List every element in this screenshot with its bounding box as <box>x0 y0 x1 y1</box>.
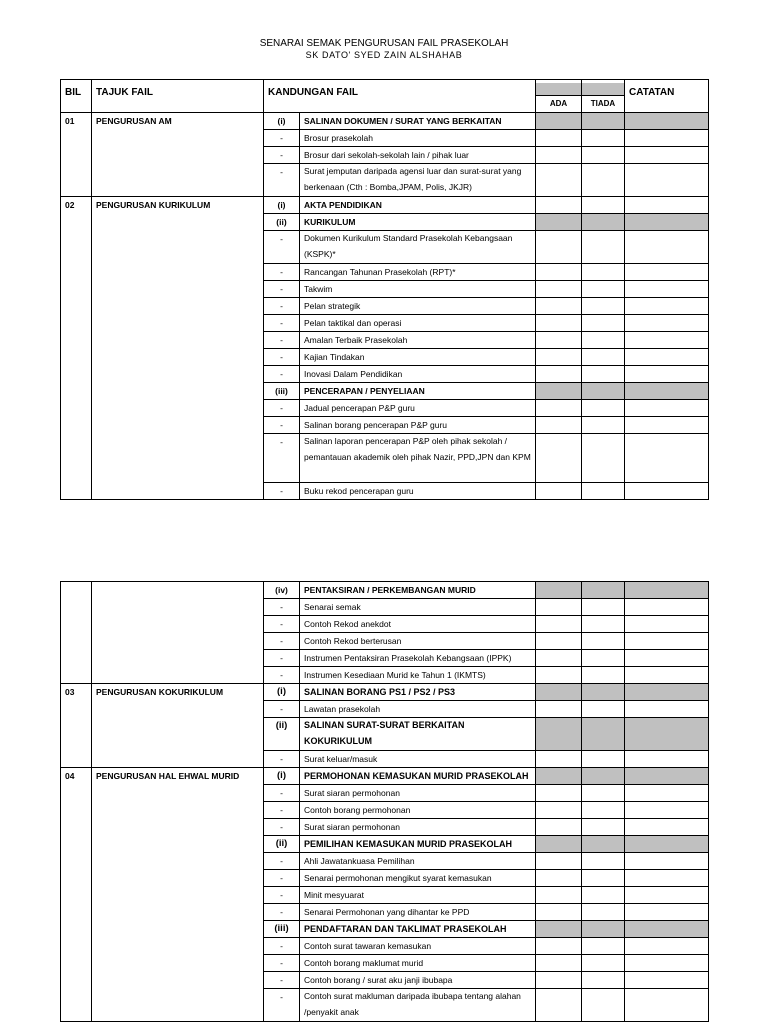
catatan-cell[interactable] <box>625 701 709 718</box>
catatan-cell[interactable] <box>625 785 709 802</box>
catatan-cell[interactable] <box>625 633 709 650</box>
item-bullet: - <box>264 147 300 164</box>
catatan-cell[interactable] <box>625 130 709 147</box>
section-number: (ii) <box>264 214 300 231</box>
ada-checkbox-cell[interactable] <box>536 599 582 616</box>
ada-checkbox-cell[interactable] <box>536 483 582 500</box>
section-number: (iii) <box>264 383 300 400</box>
section-heading: SALINAN SURAT-SURAT BERKAITAN KOKURIKULUM <box>300 718 536 751</box>
item-text: Senarai Permohonan yang dihantar ke PPD <box>300 904 536 921</box>
item-bullet: - <box>264 938 300 955</box>
header-kandungan-fail: KANDUNGAN FAIL <box>264 80 536 113</box>
section-number: (i) <box>264 113 300 130</box>
ada-checkbox-cell[interactable] <box>536 938 582 955</box>
ada-checkbox-cell[interactable] <box>536 197 582 214</box>
item-bullet: - <box>264 667 300 684</box>
item-text: Instrumen Kesediaan Murid ke Tahun 1 (IKMTS) <box>300 667 536 684</box>
ada-checkbox-cell[interactable] <box>536 400 582 417</box>
catatan-cell[interactable] <box>625 264 709 281</box>
item-text: Pelan strategik <box>300 298 536 315</box>
tiada-checkbox-cell[interactable] <box>582 434 625 483</box>
item-text: Kajian Tindakan <box>300 349 536 366</box>
catatan-cell[interactable] <box>625 231 709 264</box>
catatan-cell[interactable] <box>625 751 709 768</box>
catatan-cell[interactable] <box>625 972 709 989</box>
ada-checkbox-cell[interactable] <box>536 113 582 130</box>
item-text: Surat siaran permohonan <box>300 785 536 802</box>
catatan-cell[interactable] <box>625 650 709 667</box>
item-text: Ahli Jawatankuasa Pemilihan <box>300 853 536 870</box>
bil-cell: 04 <box>61 768 92 1022</box>
item-bullet: - <box>264 633 300 650</box>
ada-checkbox-cell[interactable] <box>536 819 582 836</box>
item-text: Brosur dari sekolah-sekolah lain / pihak luar <box>300 147 536 164</box>
tiada-checkbox-cell[interactable] <box>582 582 625 599</box>
catatan-cell[interactable] <box>625 315 709 332</box>
section-number: (i) <box>264 684 300 701</box>
catatan-cell[interactable] <box>625 147 709 164</box>
checklist-row <box>61 768 709 785</box>
catatan-cell[interactable] <box>625 616 709 633</box>
header-ada: ADA <box>536 80 582 113</box>
section-heading: PEMILIHAN KEMASUKAN MURID PRASEKOLAH <box>300 836 536 853</box>
item-text: Contoh borang permohonan <box>300 802 536 819</box>
ada-checkbox-cell[interactable] <box>536 887 582 904</box>
ada-checkbox-cell[interactable] <box>536 264 582 281</box>
tiada-checkbox-cell[interactable] <box>582 616 625 633</box>
tiada-checkbox-cell[interactable] <box>582 887 625 904</box>
tiada-checkbox-cell[interactable] <box>582 383 625 400</box>
item-bullet: - <box>264 315 300 332</box>
tiada-checkbox-cell[interactable] <box>582 972 625 989</box>
section-heading: PENTAKSIRAN / PERKEMBANGAN MURID <box>300 582 536 599</box>
tiada-checkbox-cell[interactable] <box>582 298 625 315</box>
item-bullet: - <box>264 332 300 349</box>
section-heading: PENDAFTARAN DAN TAKLIMAT PRASEKOLAH <box>300 921 536 938</box>
ada-checkbox-cell[interactable] <box>536 315 582 332</box>
item-text: Contoh Rekod berterusan <box>300 633 536 650</box>
ada-checkbox-cell[interactable] <box>536 349 582 366</box>
tiada-checkbox-cell[interactable] <box>582 130 625 147</box>
ada-checkbox-cell[interactable] <box>536 853 582 870</box>
catatan-cell[interactable] <box>625 349 709 366</box>
tiada-checkbox-cell[interactable] <box>582 231 625 264</box>
catatan-cell[interactable] <box>625 887 709 904</box>
ada-checkbox-cell[interactable] <box>536 434 582 483</box>
item-text: Contoh surat makluman daripada ibubapa tentang alahan /penyakit anak <box>300 989 536 1022</box>
catatan-cell[interactable] <box>625 281 709 298</box>
ada-checkbox-cell[interactable] <box>536 955 582 972</box>
item-text: Amalan Terbaik Prasekolah <box>300 332 536 349</box>
item-text: Rancangan Tahunan Prasekolah (RPT)* <box>300 264 536 281</box>
table-header-row <box>61 80 709 113</box>
tiada-checkbox-cell[interactable] <box>582 768 625 785</box>
item-text: Buku rekod pencerapan guru <box>300 483 536 500</box>
ada-checkbox-cell[interactable] <box>536 164 582 197</box>
item-text: Brosur prasekolah <box>300 130 536 147</box>
item-bullet: - <box>264 701 300 718</box>
tiada-checkbox-cell[interactable] <box>582 701 625 718</box>
item-text: Senarai permohonan mengikut syarat kemasukan <box>300 870 536 887</box>
item-text: Salinan laporan pencerapan P&P oleh pihak sekolah / pemantauan akademik oleh pihak Nazir, PPD,JPN dan KPM <box>300 434 536 483</box>
ada-checkbox-cell[interactable] <box>536 921 582 938</box>
item-bullet: - <box>264 434 300 483</box>
catatan-cell[interactable] <box>625 332 709 349</box>
ada-checkbox-cell[interactable] <box>536 366 582 383</box>
item-bullet: - <box>264 231 300 264</box>
item-text: Salinan borang pencerapan P&P guru <box>300 417 536 434</box>
section-heading: SALINAN DOKUMEN / SURAT YANG BERKAITAN <box>300 113 536 130</box>
ada-checkbox-cell[interactable] <box>536 130 582 147</box>
item-bullet: - <box>264 989 300 1022</box>
item-text: Pelan taktikal dan operasi <box>300 315 536 332</box>
item-bullet: - <box>264 904 300 921</box>
item-text: Lawatan prasekolah <box>300 701 536 718</box>
ada-checkbox-cell[interactable] <box>536 972 582 989</box>
checklist-table-page-2 <box>60 581 709 1022</box>
item-text: Contoh surat tawaran kemasukan <box>300 938 536 955</box>
ada-checkbox-cell[interactable] <box>536 582 582 599</box>
tiada-checkbox-cell[interactable] <box>582 650 625 667</box>
tiada-checkbox-cell[interactable] <box>582 684 625 701</box>
item-bullet: - <box>264 366 300 383</box>
tiada-checkbox-cell[interactable] <box>582 819 625 836</box>
tiada-checkbox-cell[interactable] <box>582 836 625 853</box>
tajuk-fail-cell: PENGURUSAN AM <box>92 113 264 197</box>
ada-checkbox-cell[interactable] <box>536 701 582 718</box>
item-bullet: - <box>264 887 300 904</box>
ada-checkbox-cell[interactable] <box>536 231 582 264</box>
tiada-checkbox-cell[interactable] <box>582 400 625 417</box>
tiada-checkbox-cell[interactable] <box>582 989 625 1022</box>
tiada-checkbox-cell[interactable] <box>582 164 625 197</box>
ada-checkbox-cell[interactable] <box>536 298 582 315</box>
catatan-cell[interactable] <box>625 366 709 383</box>
ada-checkbox-cell[interactable] <box>536 836 582 853</box>
tiada-checkbox-cell[interactable] <box>582 853 625 870</box>
tiada-checkbox-cell[interactable] <box>582 870 625 887</box>
item-text: Contoh Rekod anekdot <box>300 616 536 633</box>
section-number: (ii) <box>264 836 300 853</box>
tiada-checkbox-cell[interactable] <box>582 366 625 383</box>
item-bullet: - <box>264 400 300 417</box>
tiada-checkbox-cell[interactable] <box>582 332 625 349</box>
section-heading: PENCERAPAN / PENYELIAAN <box>300 383 536 400</box>
ada-checkbox-cell[interactable] <box>536 751 582 768</box>
tiada-checkbox-cell[interactable] <box>582 802 625 819</box>
catatan-cell[interactable] <box>625 400 709 417</box>
header-tiada: TIADA <box>582 80 625 113</box>
item-bullet: - <box>264 972 300 989</box>
ada-checkbox-cell[interactable] <box>536 281 582 298</box>
item-bullet: - <box>264 164 300 197</box>
item-bullet: - <box>264 349 300 366</box>
item-bullet: - <box>264 870 300 887</box>
section-heading: PERMOHONAN KEMASUKAN MURID PRASEKOLAH <box>300 768 536 785</box>
item-text: Takwim <box>300 281 536 298</box>
catatan-cell[interactable] <box>625 599 709 616</box>
header-catatan: CATATAN <box>625 80 709 113</box>
section-number: (i) <box>264 768 300 785</box>
ada-checkbox-cell[interactable] <box>536 684 582 701</box>
catatan-cell[interactable] <box>625 836 709 853</box>
item-bullet: - <box>264 130 300 147</box>
item-text: Contoh borang / surat aku janji ibubapa <box>300 972 536 989</box>
bil-cell: 03 <box>61 684 92 768</box>
catatan-cell[interactable] <box>625 853 709 870</box>
tajuk-fail-cell: PENGURUSAN KOKURIKULUM <box>92 684 264 768</box>
tiada-checkbox-cell[interactable] <box>582 904 625 921</box>
tiada-checkbox-cell[interactable] <box>582 315 625 332</box>
section-heading: AKTA PENDIDIKAN <box>300 197 536 214</box>
item-text: Instrumen Pentaksiran Prasekolah Kebangsaan (IPPK) <box>300 650 536 667</box>
tiada-checkbox-cell[interactable] <box>582 197 625 214</box>
catatan-cell[interactable] <box>625 582 709 599</box>
tiada-checkbox-cell[interactable] <box>582 264 625 281</box>
ada-checkbox-cell[interactable] <box>536 989 582 1022</box>
bil-cell: 01 <box>61 113 92 197</box>
item-bullet: - <box>264 483 300 500</box>
item-bullet: - <box>264 802 300 819</box>
catatan-cell[interactable] <box>625 434 709 483</box>
ada-checkbox-cell[interactable] <box>536 616 582 633</box>
bil-cell: 02 <box>61 197 92 500</box>
section-heading: SALINAN BORANG PS1 / PS2 / PS3 <box>300 684 536 701</box>
catatan-cell[interactable] <box>625 921 709 938</box>
tiada-checkbox-cell[interactable] <box>582 349 625 366</box>
tiada-checkbox-cell[interactable] <box>582 113 625 130</box>
item-text: Minit mesyuarat <box>300 887 536 904</box>
tiada-checkbox-cell[interactable] <box>582 599 625 616</box>
item-bullet: - <box>264 264 300 281</box>
ada-checkbox-cell[interactable] <box>536 650 582 667</box>
item-bullet: - <box>264 955 300 972</box>
tajuk-fail-cell <box>92 582 264 684</box>
tajuk-fail-cell: PENGURUSAN HAL EHWAL MURID <box>92 768 264 1022</box>
item-text: Inovasi Dalam Pendidikan <box>300 366 536 383</box>
tiada-checkbox-cell[interactable] <box>582 214 625 231</box>
tiada-checkbox-cell[interactable] <box>582 633 625 650</box>
tiada-checkbox-cell[interactable] <box>582 281 625 298</box>
tiada-checkbox-cell[interactable] <box>582 751 625 768</box>
bil-cell <box>61 582 92 684</box>
item-bullet: - <box>264 819 300 836</box>
tiada-checkbox-cell[interactable] <box>582 483 625 500</box>
header-tajuk-fail: TAJUK FAIL <box>92 80 264 113</box>
item-bullet: - <box>264 417 300 434</box>
checklist-row <box>61 113 709 130</box>
catatan-cell[interactable] <box>625 113 709 130</box>
tiada-checkbox-cell[interactable] <box>582 667 625 684</box>
item-bullet: - <box>264 616 300 633</box>
ada-checkbox-cell[interactable] <box>536 870 582 887</box>
item-text: Senarai semak <box>300 599 536 616</box>
tiada-checkbox-cell[interactable] <box>582 147 625 164</box>
ada-checkbox-cell[interactable] <box>536 904 582 921</box>
ada-checkbox-cell[interactable] <box>536 785 582 802</box>
item-bullet: - <box>264 785 300 802</box>
section-number: (iii) <box>264 921 300 938</box>
tajuk-fail-cell: PENGURUSAN KURIKULUM <box>92 197 264 500</box>
tiada-checkbox-cell[interactable] <box>582 785 625 802</box>
header-bil: BIL <box>61 80 92 113</box>
item-text: Surat keluar/masuk <box>300 751 536 768</box>
catatan-cell[interactable] <box>625 955 709 972</box>
tiada-checkbox-cell[interactable] <box>582 417 625 434</box>
ada-checkbox-cell[interactable] <box>536 802 582 819</box>
item-bullet: - <box>264 650 300 667</box>
document-title: SENARAI SEMAK PENGURUSAN FAIL PRASEKOLAH <box>259 38 509 49</box>
ada-checkbox-cell[interactable] <box>536 417 582 434</box>
section-number: (iv) <box>264 582 300 599</box>
item-text: Surat siaran permohonan <box>300 819 536 836</box>
item-bullet: - <box>264 281 300 298</box>
tiada-checkbox-cell[interactable] <box>582 921 625 938</box>
catatan-cell[interactable] <box>625 989 709 1022</box>
catatan-cell[interactable] <box>625 802 709 819</box>
catatan-cell[interactable] <box>625 684 709 701</box>
catatan-cell[interactable] <box>625 197 709 214</box>
catatan-cell[interactable] <box>625 938 709 955</box>
item-text: Jadual pencerapan P&P guru <box>300 400 536 417</box>
catatan-cell[interactable] <box>625 819 709 836</box>
tiada-checkbox-cell[interactable] <box>582 955 625 972</box>
catatan-cell[interactable] <box>625 718 709 751</box>
catatan-cell[interactable] <box>625 214 709 231</box>
ada-checkbox-cell[interactable] <box>536 718 582 751</box>
catatan-cell[interactable] <box>625 298 709 315</box>
item-bullet: - <box>264 751 300 768</box>
catatan-cell[interactable] <box>625 164 709 197</box>
catatan-cell[interactable] <box>625 904 709 921</box>
section-number: (ii) <box>264 718 300 751</box>
catatan-cell[interactable] <box>625 768 709 785</box>
checklist-row <box>61 684 709 701</box>
item-bullet: - <box>264 599 300 616</box>
ada-checkbox-cell[interactable] <box>536 383 582 400</box>
item-text: Surat jemputan daripada agensi luar dan surat-surat yang berkenaan (Cth : Bomba,JPAM, Polis, JKJR) <box>300 164 536 197</box>
catatan-cell[interactable] <box>625 667 709 684</box>
tiada-checkbox-cell[interactable] <box>582 938 625 955</box>
item-bullet: - <box>264 853 300 870</box>
catatan-cell[interactable] <box>625 483 709 500</box>
ada-checkbox-cell[interactable] <box>536 332 582 349</box>
ada-checkbox-cell[interactable] <box>536 768 582 785</box>
ada-checkbox-cell[interactable] <box>536 667 582 684</box>
item-bullet: - <box>264 298 300 315</box>
tiada-checkbox-cell[interactable] <box>582 718 625 751</box>
item-text: Contoh borang maklumat murid <box>300 955 536 972</box>
ada-checkbox-cell[interactable] <box>536 147 582 164</box>
checklist-table-page-1 <box>60 79 709 500</box>
section-number: (i) <box>264 197 300 214</box>
checklist-row <box>61 582 709 599</box>
catatan-cell[interactable] <box>625 870 709 887</box>
catatan-cell[interactable] <box>625 383 709 400</box>
ada-checkbox-cell[interactable] <box>536 633 582 650</box>
school-name: SK DATO' SYED ZAIN ALSHAHAB <box>305 50 463 60</box>
checklist-row <box>61 197 709 214</box>
catatan-cell[interactable] <box>625 417 709 434</box>
section-heading: KURIKULUM <box>300 214 536 231</box>
item-text: Dokumen Kurikulum Standard Prasekolah Kebangsaan (KSPK)* <box>300 231 536 264</box>
ada-checkbox-cell[interactable] <box>536 214 582 231</box>
